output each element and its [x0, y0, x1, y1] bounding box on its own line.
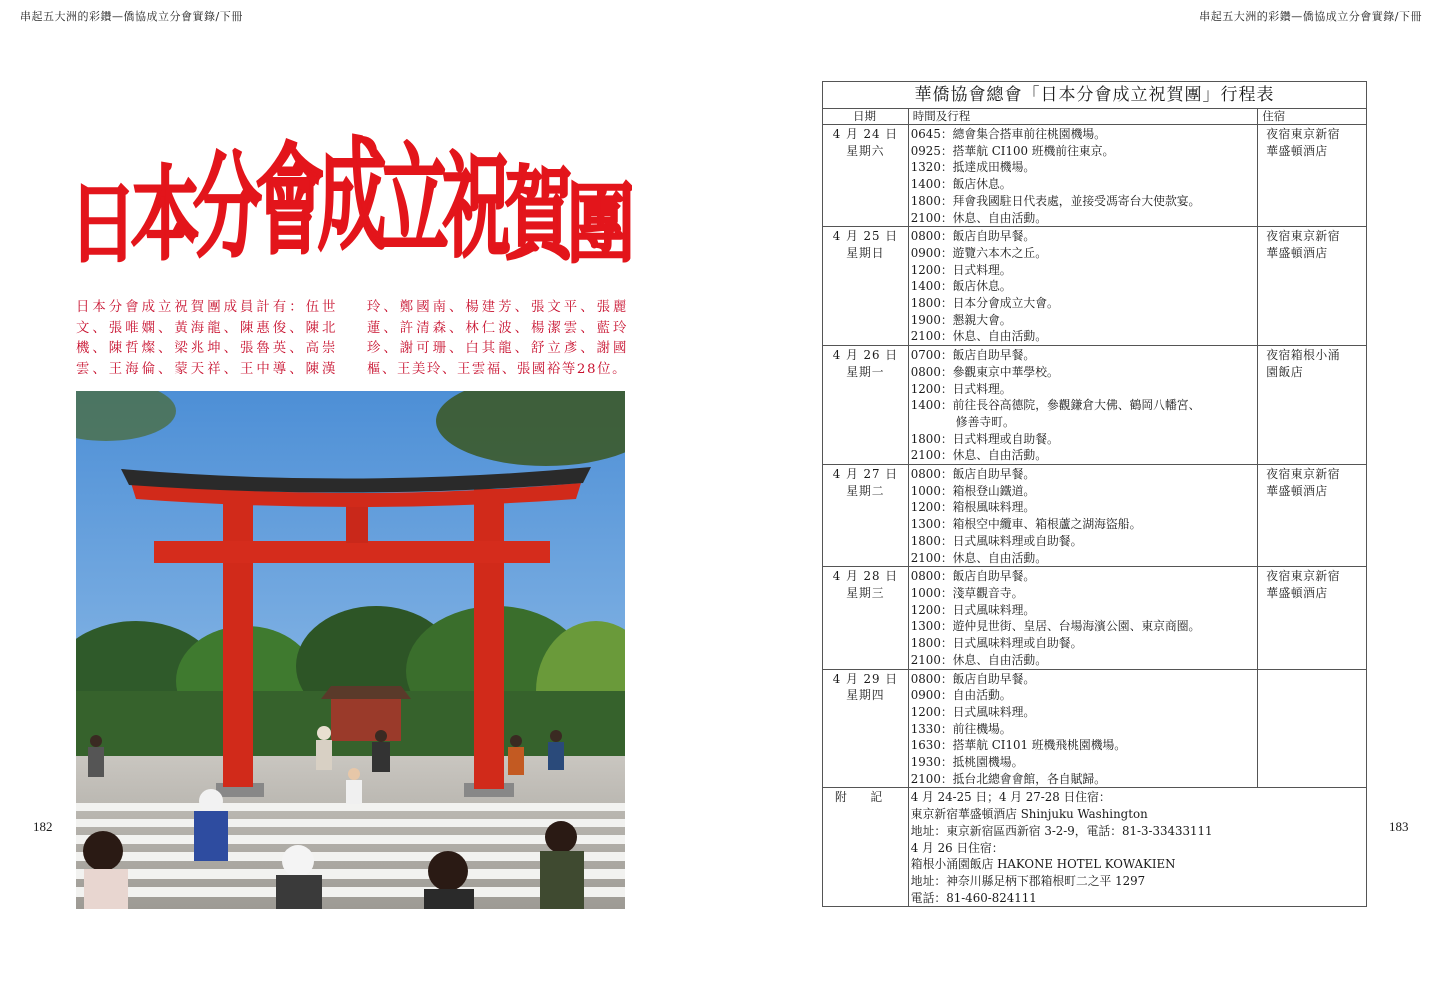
schedule-item: 2100：抵台北總會會館，各自賦歸。: [910, 771, 1106, 786]
day-schedule-cell: [908, 125, 1257, 227]
schedule-item: 1900：懇親大會。: [910, 312, 1012, 327]
day-schedule-cell: [908, 465, 1257, 567]
day-weekday: 星期日: [846, 245, 885, 260]
schedule-item: 0800：飯店自助早餐。: [910, 569, 1036, 584]
day-hotel-cell: [1258, 227, 1367, 346]
day-weekday: 星期四: [846, 688, 885, 703]
itinerary-day-row: [823, 346, 1367, 465]
day-date-cell: [823, 346, 909, 465]
day-date: 4 月 25 日: [832, 229, 899, 244]
schedule-item: 1000：淺草觀音寺。: [910, 585, 1024, 600]
day-date-cell: [823, 465, 909, 567]
banner-title-glyph: 會: [255, 131, 325, 271]
hotel-line: 華盛頓酒店: [1266, 245, 1328, 260]
day-weekday: 星期六: [846, 143, 885, 158]
day-hotel-cell: [1258, 465, 1367, 567]
schedule-item: 1400：飯店休息。: [910, 279, 1012, 294]
schedule-item: 修善寺町。: [955, 414, 1015, 429]
day-schedule-cell: [908, 669, 1257, 788]
day-hotel-cell: [1258, 125, 1367, 227]
itinerary-notes-row: [823, 788, 1367, 907]
schedule-item: 0800：飯店自助早餐。: [910, 229, 1036, 244]
note-line: 電話：81-460-824111: [910, 890, 1037, 905]
hotel-line: 夜宿東京新宿: [1266, 229, 1341, 244]
itinerary-day-row: [823, 567, 1367, 669]
banner-title-glyph: 祝: [442, 142, 511, 273]
banner-title-glyph: 成: [317, 127, 387, 268]
schedule-item: 1400：飯店休息。: [910, 177, 1012, 192]
itinerary-table: [822, 81, 1367, 907]
schedule-item: 0900：遊覽六本木之丘。: [910, 245, 1047, 260]
itinerary-day-row: [823, 227, 1367, 346]
day-hotel-cell: [1258, 567, 1367, 669]
schedule-item: 2100：休息、自由活動。: [910, 329, 1047, 344]
day-date-cell: [823, 567, 909, 669]
schedule-item: 0700：飯店自助早餐。: [910, 348, 1036, 363]
header-hotel: 住宿: [1258, 109, 1367, 125]
note-line: 東京新宿華盛頓酒店 Shinjuku Washington: [910, 807, 1148, 822]
schedule-item: 2100：休息、自由活動。: [910, 652, 1047, 667]
day-date-cell: [823, 125, 909, 227]
hotel-line: 夜宿東京新宿: [1266, 127, 1341, 141]
header-date: 日期: [823, 109, 909, 125]
notes-cell: [908, 788, 1366, 907]
running-header-right: 串起五大洲的彩鑽—僑協成立分會實錄/下冊: [1199, 10, 1422, 23]
schedule-item: 1400：前往長谷高德院，參觀鎌倉大佛、鶴岡八幡宮、: [910, 398, 1201, 413]
hotel-line: 夜宿東京新宿: [1266, 467, 1341, 482]
schedule-item: 1800：日式風味料理或自助餐。: [910, 636, 1083, 651]
banner-title-text: [72, 127, 632, 275]
day-schedule-cell: [908, 346, 1257, 465]
schedule-item: 1200：箱根風味料理。: [910, 500, 1036, 515]
day-date: 4 月 27 日: [832, 467, 899, 482]
torii-gate-photo: [76, 391, 625, 909]
schedule-item: 1800：日本分會成立大會。: [910, 296, 1059, 311]
page-number-right: 183: [1389, 819, 1409, 834]
itinerary-day-row: [823, 465, 1367, 567]
day-weekday: 星期三: [846, 585, 885, 600]
day-date: 4 月 29 日: [832, 671, 899, 686]
schedule-item: 2100：休息、自由活動。: [910, 448, 1047, 463]
day-hotel-cell: [1258, 346, 1367, 465]
hotel-line: 華盛頓酒店: [1266, 585, 1328, 600]
hotel-line: 園飯店: [1266, 364, 1304, 379]
schedule-item: 1200：日式風味料理。: [910, 704, 1036, 719]
day-hotel-cell: [1258, 669, 1367, 788]
running-header-left: 串起五大洲的彩鑽—僑協成立分會實錄/下冊: [20, 10, 243, 23]
banner-title-glyph: 團: [566, 174, 632, 276]
banner-title-glyph: 日: [72, 174, 138, 276]
schedule-item: 1000：箱根登山鐵道。: [910, 483, 1036, 498]
note-line: 箱根小涌園飯店 HAKONE HOTEL KOWAKIEN: [910, 857, 1176, 872]
schedule-item: 1320：抵達成田機場。: [910, 160, 1036, 175]
schedule-item: 1800：日式風味料理或自助餐。: [910, 533, 1083, 548]
schedule-item: 0925：搭華航 CI100 班機前往東京。: [910, 143, 1115, 158]
schedule-item: 1200：日式料理。: [910, 262, 1012, 277]
schedule-item: 1630：搭華航 CI101 班機飛桃園機場。: [910, 738, 1127, 753]
day-date: 4 月 26 日: [832, 348, 899, 363]
schedule-item: 0800：飯店自助早餐。: [910, 467, 1036, 482]
day-date-cell: [823, 669, 909, 788]
member-list: 日本分會成立祝賀團成員計有：伍世文、張唯嫻、黃海龍、陳惠俊、陳北機、陳哲燦、梁兆坤、張魯英、高崇雲、王海倫、蒙天祥、王中導、陳漢玲、鄭國南、楊建芳、張文平、張麗蓮、許清森、林仁波、楊潔雲、藍玲珍、謝可珊、白其龍、舒立彥、謝國樞、王美玲、王雲福、張國裕等28位。: [76, 300, 628, 377]
day-weekday: 星期一: [846, 364, 885, 379]
schedule-item: 1800：拜會我國駐日代表處，並接受馮寄台大使款宴。: [910, 193, 1201, 208]
schedule-item: 0800：飯店自助早餐。: [910, 671, 1036, 686]
itinerary-title-row: [823, 82, 1367, 109]
banner-title-glyph: 立: [379, 131, 449, 271]
itinerary-table-container: [822, 81, 1367, 907]
hotel-line: 華盛頓酒店: [1266, 143, 1328, 158]
schedule-item: 1930：抵桃園機場。: [910, 755, 1024, 770]
schedule-item: 0800：參觀東京中華學校。: [910, 364, 1059, 379]
banner-title-glyph: 賀: [504, 156, 573, 275]
itinerary-day-row: [823, 669, 1367, 788]
banner-title-glyph: 分: [193, 142, 262, 273]
schedule-item: 2100：休息、自由活動。: [910, 210, 1047, 225]
banner-title-glyph: 本: [131, 156, 200, 275]
notes-label: 附 記: [823, 788, 909, 907]
schedule-item: 1200：日式料理。: [910, 381, 1012, 396]
schedule-item: 1200：日式風味料理。: [910, 602, 1036, 617]
day-schedule-cell: [908, 227, 1257, 346]
schedule-item: 0645：總會集合搭車前往桃園機場。: [910, 127, 1106, 141]
note-line: 地址：神奈川縣足柄下郡箱根町二之平 1297: [910, 873, 1146, 888]
page-number-left: 182: [33, 819, 53, 834]
schedule-item: 1800：日式料理或自助餐。: [910, 431, 1059, 446]
note-line: 地址：東京新宿區西新宿 3-2-9，電話：81-3-33433111: [910, 823, 1213, 838]
itinerary-title: 華僑協會總會「日本分會成立祝賀團」行程表: [823, 82, 1367, 109]
day-date-cell: [823, 227, 909, 346]
hotel-line: 夜宿東京新宿: [1266, 569, 1341, 584]
itinerary-day-row: [823, 125, 1367, 227]
note-line: 4 月 24-25 日；4 月 27-28 日住宿：: [910, 790, 1111, 805]
banner-title: [72, 88, 632, 288]
day-date: 4 月 28 日: [832, 569, 899, 584]
schedule-item: 1300：箱根空中纜車、箱根蘆之湖海盜船。: [910, 517, 1142, 532]
schedule-item: 2100：休息、自由活動。: [910, 550, 1047, 565]
note-line: 4 月 26 日住宿：: [910, 840, 1004, 855]
schedule-item: 0900：自由活動。: [910, 688, 1012, 703]
hotel-line: 夜宿箱根小涌: [1266, 348, 1341, 363]
itinerary-header-row: [823, 109, 1367, 125]
hotel-line: 華盛頓酒店: [1266, 483, 1328, 498]
day-schedule-cell: [908, 567, 1257, 669]
header-schedule: 時間及行程: [908, 109, 1257, 125]
day-weekday: 星期二: [846, 483, 885, 498]
day-date: 4 月 24 日: [832, 127, 899, 141]
schedule-item: 1330：前往機場。: [910, 721, 1012, 736]
schedule-item: 1300：遊仲見世街、皇居、台場海濱公園、東京商圈。: [910, 619, 1201, 634]
